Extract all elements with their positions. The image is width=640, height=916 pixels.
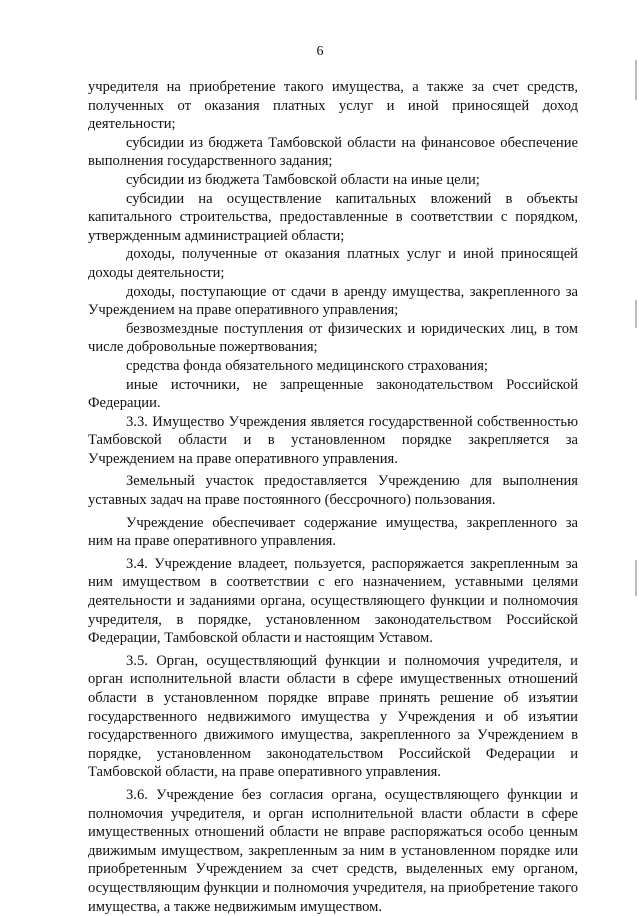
clause-3-3: 3.3. Имущество Учреждения является государственной собственностью Тамбовской области и в установленном порядке закрепляется за Учреждением на праве оперативного управления.: [88, 413, 578, 467]
scan-edge-mark: [635, 560, 637, 596]
list-item-subsidy-other: субсидии из бюджета Тамбовской области на иные цели;: [126, 171, 480, 188]
list-item-subsidy-capital: субсидии на осуществление капитальных вложений в объекты капитального строительства, предоставленные в соответствии с порядком, утвержденным администрацией области;: [88, 190, 578, 244]
scan-edge-mark: [635, 300, 637, 328]
page-number: 6: [316, 44, 324, 59]
paragraph-continuation: учредителя на приобретение такого имущества, а также за счет средств, полученных от оказания платных услуг и иной приносящей доход деятельности;: [88, 79, 578, 133]
list-item-income-rent: доходы, поступающие от сдачи в аренду имущества, закрепленного за Учреждением на праве оперативного управления;: [88, 283, 578, 319]
list-item-donations: безвозмездные поступления от физических и юридических лиц, в том числе добровольные пожертвования;: [88, 320, 578, 356]
clause-3-5: 3.5. Орган, осуществляющий функции и полномочия учредителя, и орган исполнительной власти области в сфере имущественных отношений области в установленном порядке вправе принять решение об изъятии государственного недвижимого имущества у Учреждения и об изъятии государственного движимого имущества, закрепленного за Учреждением в порядке, установленном законодательством Российской Федерации и Тамбовской области, на праве оперативного управления.: [88, 652, 578, 781]
list-item-medical-insurance: средства фонда обязательного медицинского страхования;: [126, 357, 488, 374]
list-item-income-paid-services: доходы, полученные от оказания платных услуг и иной приносящей доходы деятельности;: [88, 246, 578, 281]
clause-3-4: 3.4. Учреждение владеет, пользуется, распоряжается закрепленным за ним имуществом в соответствии с его назначением, уставными целями деятельности и заданиями органа, осуществляющего функции и полномочия учредителя, в порядке, установленном законодательством Российской Федерации, Тамбовской области и настоящим Уставом.: [88, 555, 578, 647]
scan-edge-mark: [635, 60, 637, 100]
paragraph-maintenance: Учреждение обеспечивает содержание имущества, закрепленного за ним на праве оперативного управления.: [88, 514, 578, 550]
list-item-subsidy-state-task: субсидии из бюджета Тамбовской области на финансовое обеспечение выполнения государственного задания;: [88, 134, 578, 170]
document-body: [88, 78, 578, 916]
clause-3-6: 3.6. Учреждение без согласия органа, осуществляющего функции и полномочия учредителя, и орган исполнительной власти области в сфере имущественных отношений области не вправе распоряжаться особо ценным движимым имуществом, закрепленным за ним в установленном порядке или приобретенным Учреждением за счет средств, выделенных ему органом, осуществляющим функции и полномочия учредителя, на приобретение такого имущества, а также недвижимым имуществом.: [88, 786, 578, 915]
list-item-other-sources: иные источники, не запрещенные законодательством Российской Федерации.: [88, 376, 578, 412]
paragraph-land-plot: Земельный участок предоставляется Учреждению для выполнения уставных задач на праве постоянного (бессрочного) пользования.: [88, 473, 578, 509]
